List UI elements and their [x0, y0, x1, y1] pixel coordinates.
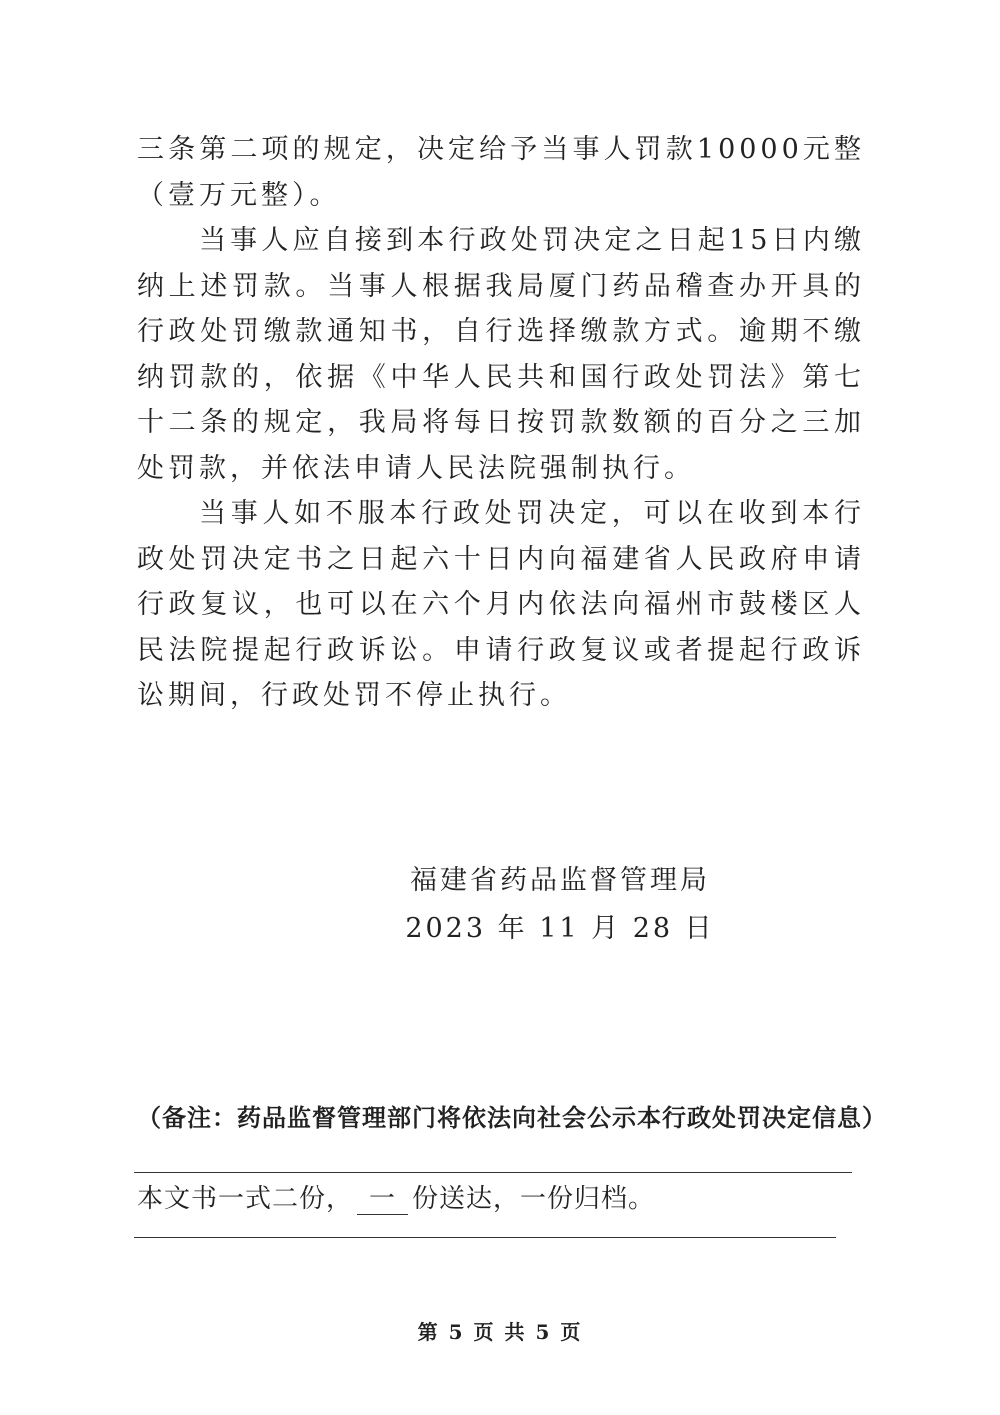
signature-organization: 福建省药品监督管理局: [410, 865, 710, 896]
paragraph-appeal-rights: 当事人如不服本行政处罚决定，可以在收到本行政处罚决定书之日起六十日内向福建省人民政府申请行政复议，也可以在六个月内依法向福州市鼓楼区人民法院提起行政诉讼。申请行政复议或者提起行政诉讼期间，行政处罚不停止执行。: [137, 498, 865, 711]
paragraph-penalty-decision: 三条第二项的规定，决定给予当事人罚款10000元整（壹万元整）。: [137, 134, 865, 211]
copies-suffix: 份送达，一份归档。: [412, 1184, 656, 1214]
remark-note: （备注：药品监督管理部门将依法向社会公示本行政处罚决定信息）: [137, 1104, 887, 1132]
copies-prefix: 本文书一式二份，: [137, 1184, 354, 1214]
copies-statement: [137, 1178, 655, 1215]
signature-date: 2023 年 11 月 28 日: [405, 913, 715, 944]
copies-filled-count: 一: [357, 1184, 408, 1215]
divider-bottom: [134, 1237, 836, 1238]
divider-top: [134, 1172, 852, 1173]
paragraph-payment-terms: 当事人应自接到本行政处罚决定之日起15日内缴纳上述罚款。当事人根据我局厦门药品稽查办开具的行政处罚缴款通知书，自行选择缴款方式。逾期不缴纳罚款的，依据《中华人民共和国行政处罚法》第七十二条的规定，我局将每日按罚款数额的百分之三加处罚款，并依法申请人民法院强制执行。: [137, 225, 865, 484]
page-number-footer: 第 5 页 共 5 页: [417, 1320, 583, 1344]
